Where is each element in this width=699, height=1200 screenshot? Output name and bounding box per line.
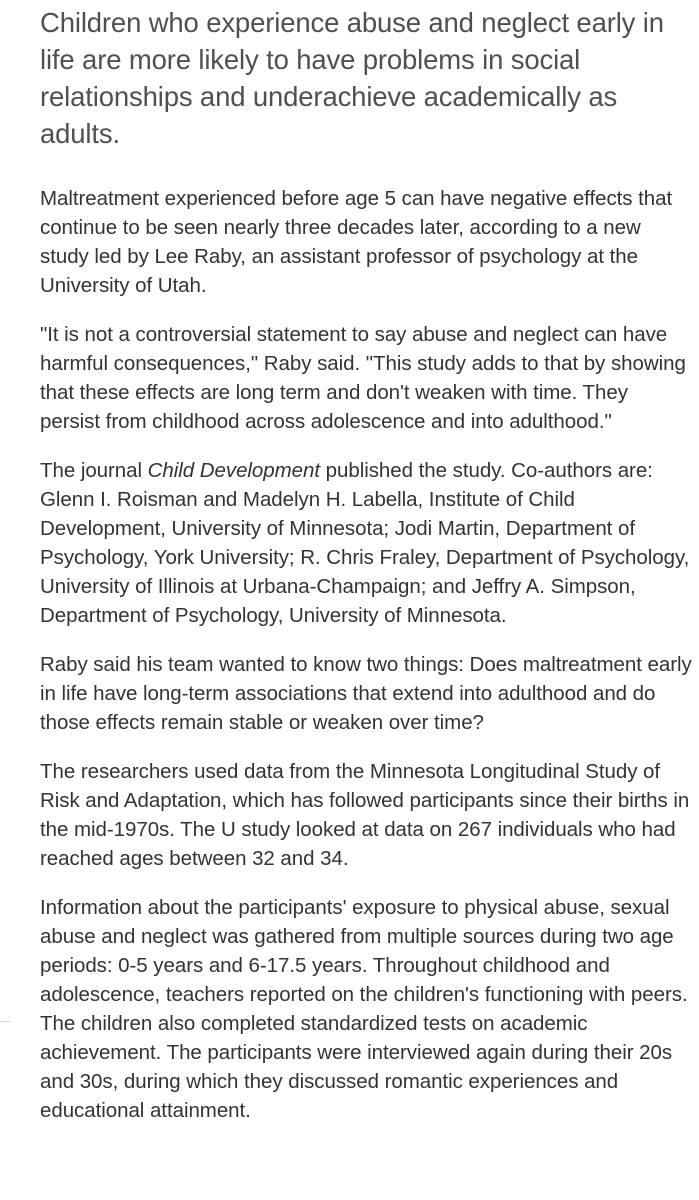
margin-rule [0, 1021, 10, 1022]
journal-text-after: published the study. Co-authors are: Glenn I. Roisman and Madelyn H. Labella, Institute of Child Development, University of Minnesota; Jodi Martin, Department of Psychology, York University; R. Chris Fraley, Department of Psychology, University of Illinois at Urbana-Champaign; and Jeffry A. Simpson, Department of Psychology, University of Minnesota. [40, 459, 690, 627]
journal-name: Child Development [147, 459, 321, 482]
paragraph-questions: Raby said his team wanted to know two things: Does maltreatment early in life have long-term associations that extend into adulthood and do those effects remain stable or weaken over time? [40, 653, 692, 734]
journal-text-before: The journal [40, 459, 148, 482]
article-lead: Children who experience abuse and neglect early in life are more likely to have problems in social relationships and underachieve academically as adults. [40, 7, 664, 149]
article-content [40, 0, 692, 1145]
paragraph-maltreatment: Maltreatment experienced before age 5 can have negative effects that continue to be seen nearly three decades later, according to a new study led by Lee Raby, an assistant professor of psychology at the University of Utah. [40, 187, 673, 297]
paragraph-information: Information about the participants' exposure to physical abuse, sexual abuse and neglect was gathered from multiple sources during two age periods: 0-5 years and 6-17.5 years. Throughout childhood and adolescence, teachers reported on the children's functioning with peers. The children also completed standardized tests on academic achievement. The participants were interviewed again during their 20s and 30s, during which they discussed romantic experiences and educational attainment. [40, 896, 688, 1122]
paragraph-data-source: The researchers used data from the Minnesota Longitudinal Study of Risk and Adaptation, which has followed participants since their births in the mid-1970s. The U study looked at data on 267 individuals who had reached ages between 32 and 34. [40, 760, 690, 870]
paragraph-raby-quote: "It is not a controversial statement to say abuse and neglect can have harmful consequences," Raby said. "This study adds to that by showing that these effects are long term and don't weaken with time. They persist from childhood across adolescence and into adulthood." [40, 323, 686, 433]
paragraph-journal [40, 456, 692, 630]
article-body [40, 184, 692, 1125]
